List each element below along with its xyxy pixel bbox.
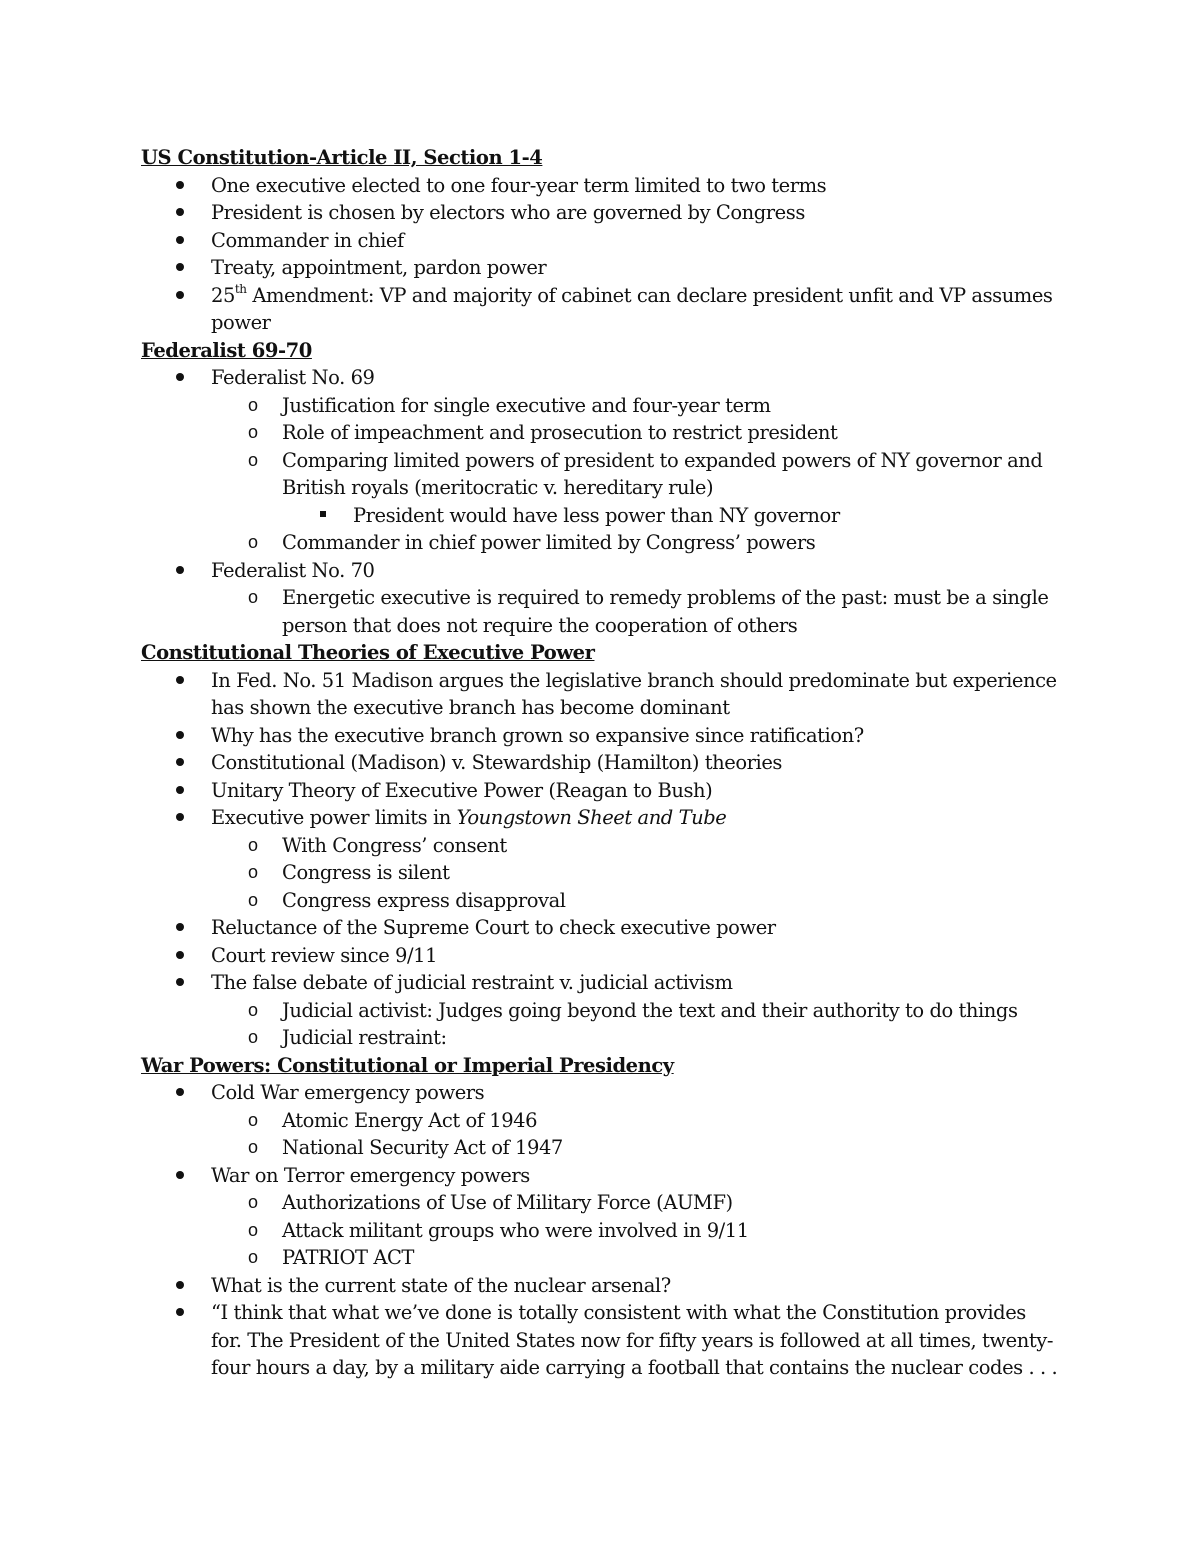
section-article-ii [141,144,1061,337]
bullet-icon [176,566,184,574]
circle-bullet-icon: o [248,394,258,415]
bullet-list [141,364,1061,639]
list-item-text: Commander in chief [211,228,404,252]
bullet-icon [176,813,184,821]
list-item-text: Executive power limits in [211,806,457,829]
list-item-text: President is chosen by electors who are governed by Congress [211,201,805,224]
list-item [141,364,1061,392]
section-heading: War Powers: Constitutional or Imperial Presidency [141,1053,674,1077]
circle-bullet-icon: o [248,1192,258,1212]
list-item-text: Why has the executive branch grown so expansive since ratification? [211,723,864,747]
circle-bullet-icon: o [248,862,258,882]
list-item-text: Constitutional (Madison) v. Stewardship (Hamilton) theories [211,751,782,774]
sub-list-item [141,392,1061,420]
list-item-text: Justification for single executive and four-year term [282,393,771,417]
quote-text: “I think that what we’ve done is totally consistent with what the Constitution provides for. The President of the United States now for fifty years is followed at all times, twenty-four hours a day, by a military aide carrying a football that contains the nuclear codes . . . [211,1301,1058,1379]
list-item-text: Atomic Energy Act of 1946 [282,1108,538,1132]
bullet-icon [176,731,184,739]
section-heading: US Constitution-Article II, Section 1-4 [141,146,543,169]
list-item-text: Unitary Theory of Executive Power (Reagan to Bush) [211,778,713,802]
circle-bullet-icon: o [248,889,258,910]
list-item-text: PATRIOT ACT [282,1246,414,1269]
sub-list-item [141,447,1061,502]
sub-sub-list-item [141,502,1061,530]
bullet-icon [176,263,184,271]
bullet-icon [176,978,184,986]
circle-bullet-icon: o [248,449,258,470]
list-item-text: President would have less power than NY governor [353,503,840,527]
list-item-text: Attack militant groups who were involved in 9/11 [282,1218,749,1242]
circle-bullet-icon: o [248,1137,258,1157]
list-item [141,942,1061,970]
sub-list-item [141,1217,1061,1245]
ordinal-number: 25 [211,283,235,307]
sub-list-item [141,1024,1061,1052]
list-item-text: Judicial restraint: [282,1026,447,1049]
list-item-text: National Security Act of 1947 [282,1136,563,1159]
list-item-text: Judicial activist: Judges going beyond the text and their authority to do things [282,998,1018,1022]
list-item [141,1272,1061,1300]
bullet-icon [176,758,184,766]
bullet-list [141,667,1061,1052]
list-item-text: Congress is silent [282,861,450,884]
list-item-text: Reluctance of the Supreme Court to check executive power [211,916,776,939]
list-item [141,749,1061,777]
circle-bullet-icon: o [248,587,258,607]
list-item [141,282,1061,337]
list-item-text: Authorizations of Use of Military Force (AUMF) [282,1191,733,1214]
bullet-icon [176,951,184,959]
list-item-text: Cold War emergency powers [211,1081,485,1104]
sub-list-item [141,529,1061,557]
bullet-icon [176,208,184,216]
bullet-icon [176,373,184,381]
sub-list-item [141,419,1061,447]
sub-list-item [141,997,1061,1025]
case-name: Youngstown Sheet and Tube [456,806,727,829]
section-federalist [141,337,1061,640]
section-heading: Federalist 69-70 [141,338,312,362]
list-item-text: Congress express disapproval [282,888,566,912]
list-item-text: Commander in chief power limited by Congress’ powers [282,531,816,554]
bullet-list [141,1079,1061,1382]
sub-list-item [141,584,1061,639]
list-item-text: Federalist No. 70 [211,558,375,582]
list-item [141,722,1061,750]
list-item-text: One executive elected to one four-year term limited to two terms [211,173,827,197]
list-item-text: Court review since 9/11 [211,943,438,967]
list-item [141,254,1061,282]
list-item-text: Role of impeachment and prosecution to restrict president [282,421,838,444]
bullet-list [141,172,1061,337]
list-item [141,1299,1061,1382]
circle-bullet-icon: o [248,1109,258,1130]
list-item [141,969,1061,997]
bullet-icon [176,181,184,189]
circle-bullet-icon: o [248,1027,258,1047]
circle-bullet-icon: o [248,1219,258,1240]
list-item-text: War on Terror emergency powers [211,1163,530,1187]
list-item-text: Comparing limited powers of president to expanded powers of NY governor and British royals (meritocratic v. hereditary rule) [282,448,1043,499]
list-item-text: With Congress’ consent [282,833,507,857]
list-item-text: Treaty, appointment, pardon power [211,256,547,279]
sub-list-item [141,1244,1061,1272]
list-item [141,804,1061,832]
list-item [141,1079,1061,1107]
bullet-icon [176,786,184,794]
list-item [141,227,1061,255]
sub-list-item [141,1189,1061,1217]
sub-list-item [141,832,1061,860]
list-item-text: Amendment: VP and majority of cabinet can declare president unfit and VP assumes power [211,283,1053,334]
sub-list-item [141,887,1061,915]
list-item [141,777,1061,805]
circle-bullet-icon: o [248,532,258,552]
section-constitutional-theories [141,639,1061,1052]
list-item-text: Energetic executive is required to remedy problems of the past: must be a single person that does not require the cooperation of others [282,586,1049,637]
bullet-icon [176,236,184,244]
list-item [141,199,1061,227]
section-war-powers [141,1052,1061,1382]
list-item [141,914,1061,942]
bullet-icon [176,923,184,931]
list-item-text: Federalist No. 69 [211,366,375,389]
section-heading: Constitutional Theories of Executive Power [141,641,595,664]
circle-bullet-icon: o [248,422,258,442]
list-item-text: The false debate of judicial restraint v. judicial activism [211,971,733,994]
bullet-icon [176,1308,184,1316]
bullet-icon [176,291,184,299]
circle-bullet-icon: o [248,1247,258,1267]
bullet-icon [176,1088,184,1096]
bullet-icon [176,1171,184,1179]
sub-list-item [141,1107,1061,1135]
list-item [141,557,1061,585]
square-bullet-icon [320,511,326,517]
list-item-text: What is the current state of the nuclear arsenal? [211,1273,671,1297]
circle-bullet-icon: o [248,999,258,1020]
ordinal-suffix: th [234,281,247,296]
list-item [141,172,1061,200]
list-item [141,667,1061,722]
list-item [141,1162,1061,1190]
bullet-icon [176,1281,184,1289]
bullet-icon [176,676,184,684]
circle-bullet-icon: o [248,834,258,855]
sub-list-item [141,1134,1061,1162]
document-content [141,144,1061,1382]
list-item-text: In Fed. No. 51 Madison argues the legislative branch should predominate but experience has shown the executive branch has become dominant [211,668,1057,719]
sub-list-item [141,859,1061,887]
